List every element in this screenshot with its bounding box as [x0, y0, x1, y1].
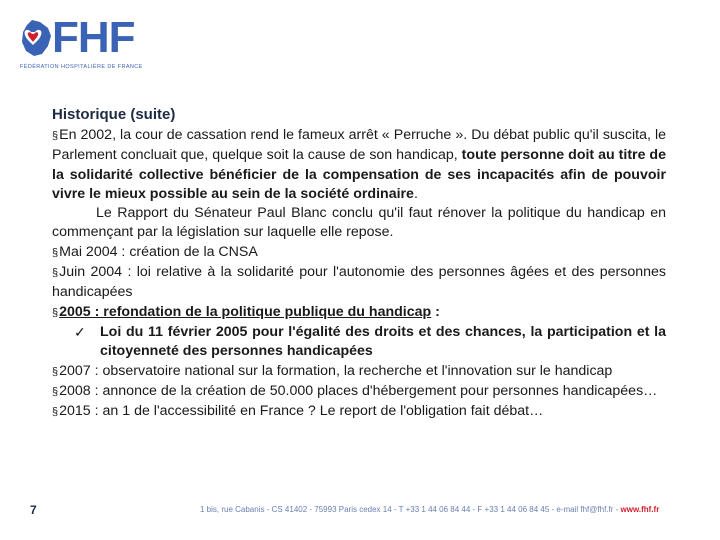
footer-contact	[200, 505, 700, 514]
bullet-icon: §	[52, 267, 59, 280]
footer-website-link[interactable]: www.fhf.fr	[620, 505, 660, 514]
paragraph-2002: §En 2002, la cour de cassation rend le fameux arrêt « Perruche ». Du débat public qu'il suscita, le Parlement concluait que, quelque soit la cause de son handicap, toute personne doit au titre de la solidarité collective bénéficier de la compensation de ses incapacités afin de pouvoir vivre le mieux possible au sein de la société ordinaire.	[52, 127, 666, 202]
slide-body	[52, 126, 666, 422]
page-number: 7	[30, 503, 37, 517]
paragraph-loi-2005: ✓ Loi du 11 février 2005 pour l'égalité des droits et des chances, la participation et la citoyenneté des personnes handicapées	[52, 323, 666, 362]
france-map-logo-icon	[18, 18, 54, 58]
logo-tagline: FÉDÉRATION HOSPITALIÈRE DE FRANCE	[20, 64, 143, 70]
paragraph-juin-2004: §Juin 2004 : loi relative à la solidarité pour l'autonomie des personnes âgées et des personnes handicapées	[52, 264, 666, 301]
paragraph-2007: §2007 : observatoire national sur la formation, la recherche et l'innovation sur le handicap	[52, 362, 613, 379]
bold-statement: toute personne doit au titre de la solidarité collective bénéficier de la compensation de ses incapacités afin de pouvoir vivre le mieux possible au sein de la société ordinaire	[52, 147, 666, 202]
paragraph-rapport-blanc: Le Rapport du Sénateur Paul Blanc conclu qu'il faut rénover la politique du handicap en commençant par la législation sur laquelle elle repose.	[52, 205, 666, 241]
paragraph-2015: §2015 : an 1 de l'accessibilité en France ? Le report de l'obligation fait débat…	[52, 403, 544, 420]
bullet-icon: §	[52, 385, 59, 398]
bullet-icon: §	[52, 306, 59, 319]
bullet-icon: §	[52, 246, 59, 259]
checkmark-icon: ✓	[74, 323, 86, 340]
paragraph-2008: §2008 : annonce de la création de 50.000 places d'hébergement pour personnes handicapées…	[52, 382, 658, 399]
bullet-icon: §	[52, 130, 59, 142]
bullet-icon: §	[52, 365, 59, 378]
footer-address: 1 bis, rue Cabanis - CS 41402 - 75993 Paris cedex 14 - T +33 1 44 06 84 44 - F +33 1 44 06 84 45 - e-mail fhf@fhf.fr -	[200, 505, 621, 514]
paragraph-mai-2004: §Mai 2004 : création de la CNSA	[52, 243, 258, 260]
paragraph-2005: §2005 : refondation de la politique publique du handicap :	[52, 303, 440, 320]
fhf-logo	[18, 13, 143, 76]
logo-letters: FHF	[52, 13, 135, 62]
bullet-icon: §	[52, 406, 59, 419]
slide-title: Historique (suite)	[52, 106, 176, 123]
